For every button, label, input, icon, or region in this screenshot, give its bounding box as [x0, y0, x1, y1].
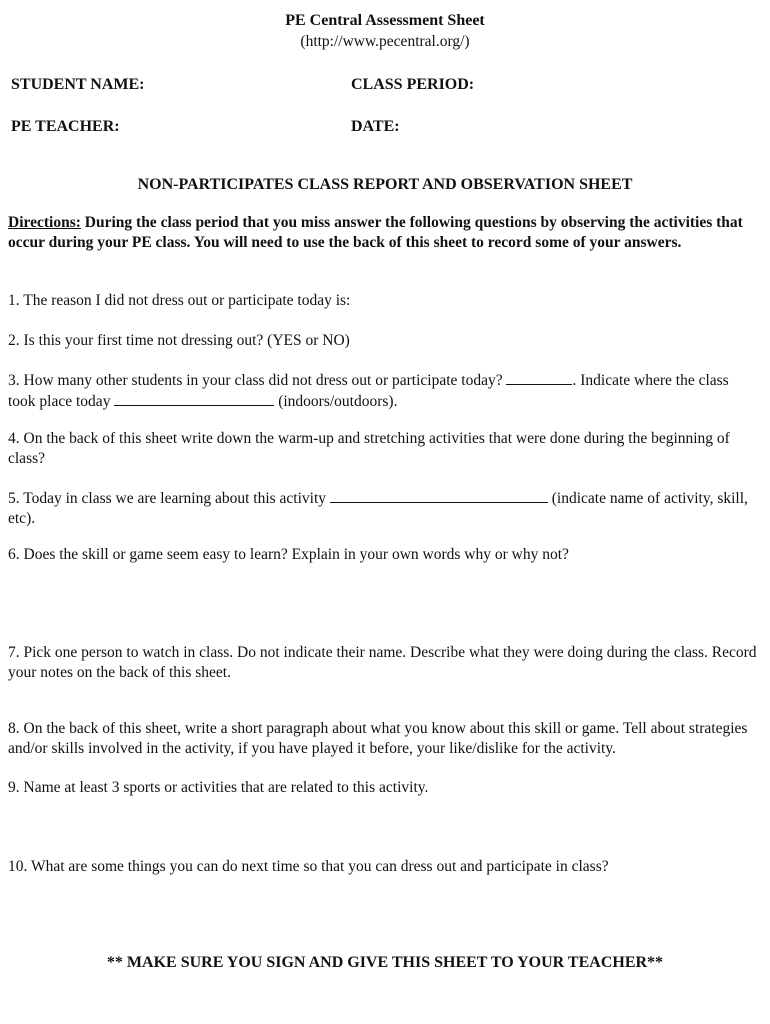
footer-instruction: ** MAKE SURE YOU SIGN AND GIVE THIS SHEET TO YOUR TEACHER** [106, 954, 664, 971]
question-8: 8. On the back of this sheet, write a short paragraph about what you know about this skill or game. Tell about strategies and/or skills involved in the activity, if you have played it before, your like/dislike for the activity. [8, 720, 748, 757]
question-4: 4. On the back of this sheet write down the warm-up and stretching activities that were done during the beginning of class? [8, 430, 730, 467]
question-5-text-b: (indicate name of activity, skill, etc). [8, 490, 748, 527]
answer-blank-activity[interactable] [330, 488, 548, 503]
question-6: 6. Does the skill or game seem easy to learn? Explain in your own words why or why not? [8, 546, 569, 563]
question-3-text-b: . Indicate where the class took place today [8, 372, 729, 410]
question-2: 2. Is this your first time not dressing out? (YES or NO) [8, 332, 350, 349]
question-9: 9. Name at least 3 sports or activities that are related to this activity. [8, 779, 429, 796]
question-3 [8, 370, 760, 412]
section-heading: NON-PARTICIPATES CLASS REPORT AND OBSERVATION SHEET [137, 176, 633, 193]
directions-paragraph [8, 213, 760, 253]
class-period-label: CLASS PERIOD: [351, 76, 475, 93]
question-5 [8, 488, 760, 529]
directions-label: Directions: [8, 214, 81, 231]
directions-text: During the class period that you miss answer the following questions by observing the activities that occur during your PE class. You will need to use the back of this sheet to record some of your answers. [8, 214, 743, 251]
question-1: 1. The reason I did not dress out or participate today is: [8, 292, 351, 309]
document-url: (http://www.pecentral.org/) [300, 33, 470, 50]
question-10: 10. What are some things you can do next time so that you can dress out and participate in class? [8, 858, 609, 875]
document-title: PE Central Assessment Sheet [285, 12, 485, 29]
question-3-text-c: (indoors/outdoors). [278, 393, 398, 410]
date-label: DATE: [351, 118, 400, 135]
answer-blank-location[interactable] [114, 391, 274, 406]
question-3-text-a: 3. How many other students in your class did not dress out or participate today? [8, 372, 503, 389]
student-name-label: STUDENT NAME: [11, 76, 145, 93]
pe-teacher-label: PE TEACHER: [11, 118, 120, 135]
answer-blank-student-count[interactable] [506, 370, 572, 385]
question-5-text-a: 5. Today in class we are learning about this activity [8, 490, 327, 507]
question-7: 7. Pick one person to watch in class. Do not indicate their name. Describe what they were doing during the class. Record your notes on the back of this sheet. [8, 644, 757, 681]
